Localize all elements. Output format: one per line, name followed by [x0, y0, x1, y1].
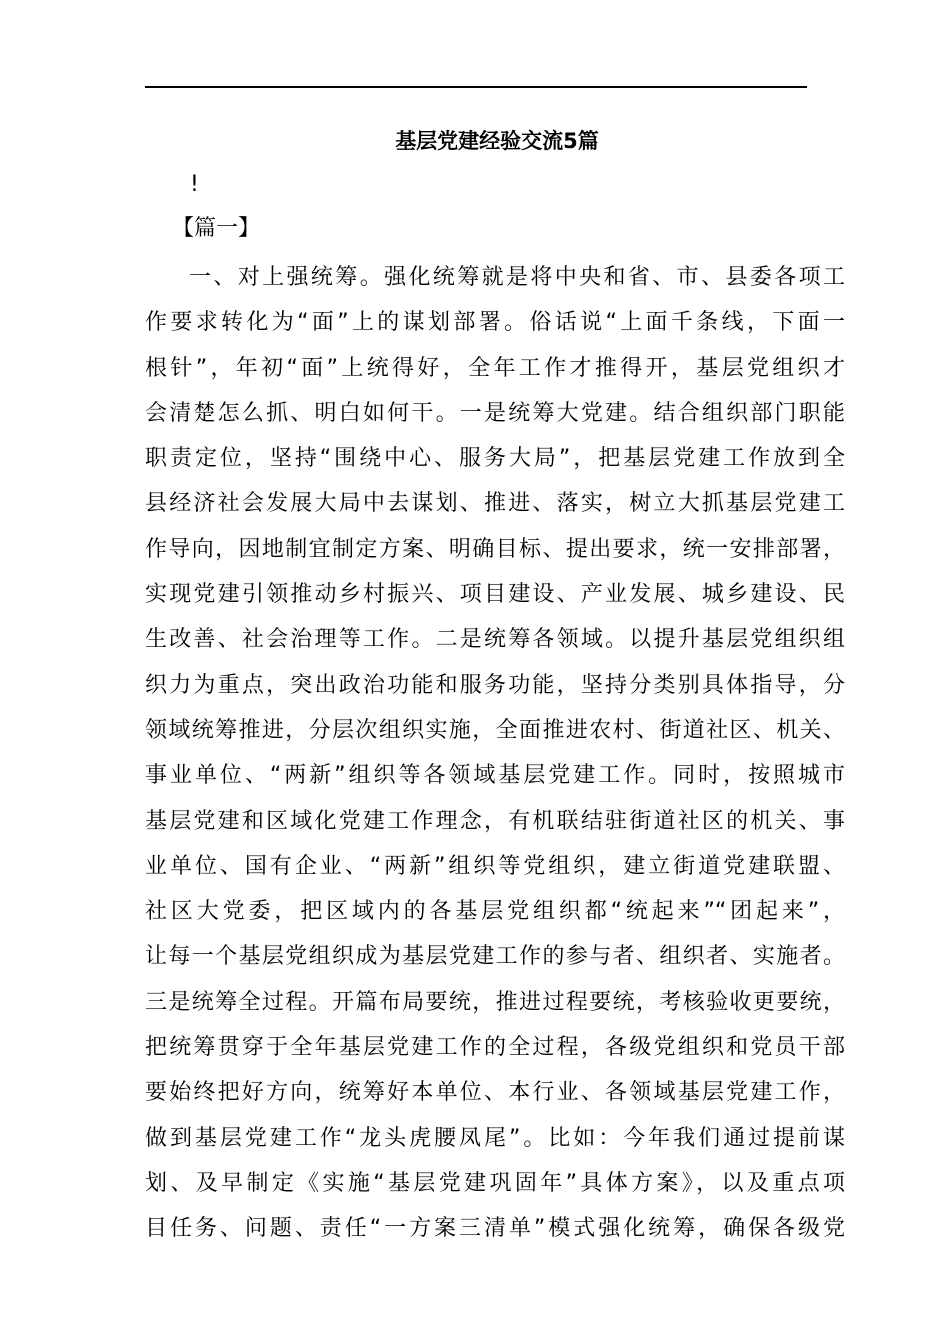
- text-line: 划、及早制定《实施“基层党建巩固年”具体方案》，以及重点项: [145, 1170, 845, 1196]
- text-line: 作要求转化为“面”上的谋划部署。俗话说“上面千条线，下面一: [145, 310, 845, 336]
- text-line: 业单位、国有企业、“两新”组织等党组织，建立街道党建联盟、: [145, 853, 845, 879]
- text-line: 把统筹贯穿于全年基层党建工作的全过程，各级党组织和党员干部: [145, 1035, 845, 1061]
- text-line: 要始终把好方向，统筹好本单位、本行业、各领域基层党建工作，: [145, 1080, 845, 1106]
- section-heading: 【篇一】: [172, 216, 261, 241]
- exclamation-mark: !: [190, 172, 199, 197]
- text-line: 作导向，因地制宜制定方案、明确目标、提出要求，统一安排部署，: [145, 536, 845, 562]
- text-line: 社区大党委，把区域内的各基层党组织都“统起来”“团起来”，: [145, 899, 845, 925]
- text-line: 根针”，年初“面”上统得好，全年工作才推得开，基层党组织才: [145, 355, 845, 381]
- header-rule: [145, 86, 807, 88]
- text-line: 领域统筹推进，分层次组织实施，全面推进农村、街道社区、机关、: [145, 717, 845, 743]
- text-line: 目任务、问题、责任“一方案三清单”模式强化统筹，确保各级党: [145, 1216, 845, 1242]
- text-line: 让每一个基层党组织成为基层党建工作的参与者、组织者、实施者。: [145, 944, 845, 970]
- text-line: 做到基层党建工作“龙头虎腰凤尾”。比如：今年我们通过提前谋: [145, 1125, 845, 1151]
- text-line: 基层党建和区域化党建工作理念，有机联结驻街道社区的机关、事: [145, 808, 845, 834]
- body-text: [145, 255, 845, 1252]
- text-line: 县经济社会发展大局中去谋划、推进、落实，树立大抓基层党建工: [145, 491, 845, 517]
- document-title: 基层党建经验交流5篇: [395, 129, 599, 153]
- text-line: 织力为重点，突出政治功能和服务功能，坚持分类别具体指导，分: [145, 672, 845, 698]
- text-line: 事业单位、“两新”组织等各领域基层党建工作。同时，按照城市: [145, 763, 845, 789]
- text-line: 一、对上强统筹。强化统筹就是将中央和省、市、县委各项工: [189, 265, 845, 290]
- text-line: 会清楚怎么抓、明白如何干。一是统筹大党建。结合组织部门职能: [145, 400, 845, 426]
- text-line: 实现党建引领推动乡村振兴、项目建设、产业发展、城乡建设、民: [145, 582, 845, 608]
- text-line: 职责定位，坚持“围绕中心、服务大局”，把基层党建工作放到全: [145, 446, 845, 472]
- text-line: 生改善、社会治理等工作。二是统筹各领域。以提升基层党组织组: [145, 627, 845, 653]
- text-line: 三是统筹全过程。开篇布局要统，推进过程要统，考核验收更要统，: [145, 989, 845, 1015]
